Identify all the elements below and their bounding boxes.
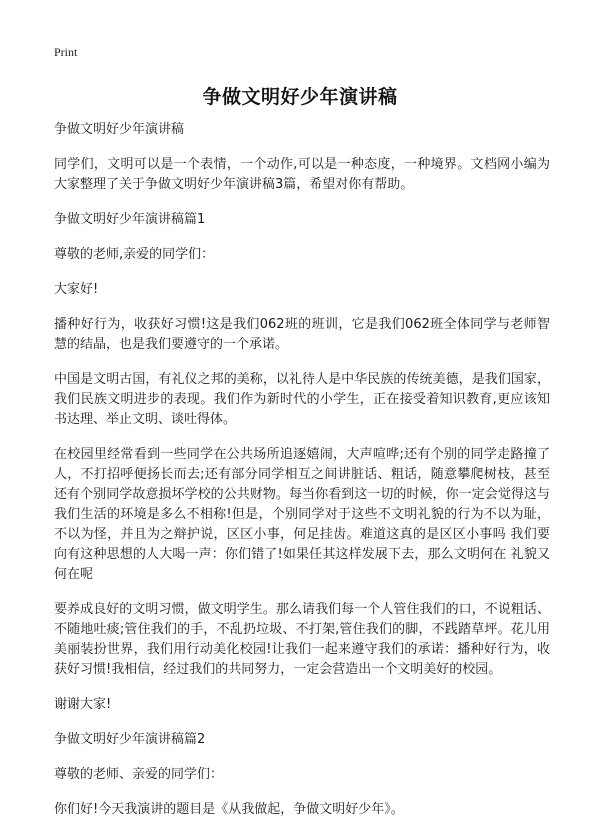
paragraph-subtitle: 争做文明好少年演讲稿 <box>54 122 185 137</box>
paragraph-intro: 同学们，文明可以是一个表情，一个动作,可以是一种态度，一种境界。文档网小编为大家整理了关于争做文明好少年演讲稿3篇，希望对你有帮助。 <box>54 157 550 192</box>
section-heading-2: 争做文明好少年演讲稿篇2 <box>54 732 206 747</box>
paragraph-campus-behavior: 在校园里经常看到一些同学在公共场所追逐嬉闹，大声喧哗;还有个别的同学走路撞了人，不打招呼便扬长而去;还有部分同学相互之间讲脏话、粗话，随意攀爬树枝，甚至还有个别同学故意损坏学校的公共财物。每当你看到这一切的时候，你一定会觉得这与我们生活的环境是多么不相称!但是，个别同学对于这些不文明礼貌的行为不以为耻，不以为怪，并且为之辩护说，区区小事，何足挂齿。难道这真的是区区小事吗 我们要向有这种思想的人大喝一声：你们错了!如果任其这样发展下去，那么文明何在 礼貌又何在呢 <box>54 447 550 582</box>
salutation: 尊敬的老师,亲爱的同学们： <box>54 247 215 262</box>
section-heading-1: 争做文明好少年演讲稿篇1 <box>54 212 206 227</box>
document-body <box>54 120 550 835</box>
greeting: 大家好! <box>54 282 99 297</box>
paragraph-speech-topic: 你们好!今天我演讲的题目是《从我做起，争做文明好少年》。 <box>54 802 404 817</box>
closing-thanks: 谢谢大家! <box>54 697 112 712</box>
paragraph-civilization: 中国是文明古国，有礼仪之邦的美称，以礼待人是中华民族的传统美德，是我们国家，我们民族文明进步的表现。我们作为新时代的小学生，正在接受着知识教育,更应该知书达理、举止文明、谈吐得体。 <box>54 372 550 427</box>
print-label: Print <box>54 45 78 59</box>
paragraph-class-motto: 播种好行为，收获好习惯!这是我们062班的班训，它是我们062班全体同学与老师智慧的结晶，也是我们要遵守的一个承诺。 <box>54 317 550 352</box>
document-title: 争做文明好少年演讲稿 <box>202 86 398 108</box>
salutation-2: 尊敬的老师、亲爱的同学们： <box>54 767 224 782</box>
paragraph-good-habits: 要养成良好的文明习惯，做文明学生。那么请我们每一个人管住我们的口，不说粗话、不随地吐痰;管住我们的手，不乱扔垃圾、不打架,管住我们的脚，不践踏草坪。花儿用美丽装扮世界，我们用行动美化校园!让我们一起来遵守我们的承诺：播种好行为，收获好习惯!我相信，经过我们的共同努力，一定会营造出一个文明美好的校园。 <box>54 602 550 677</box>
